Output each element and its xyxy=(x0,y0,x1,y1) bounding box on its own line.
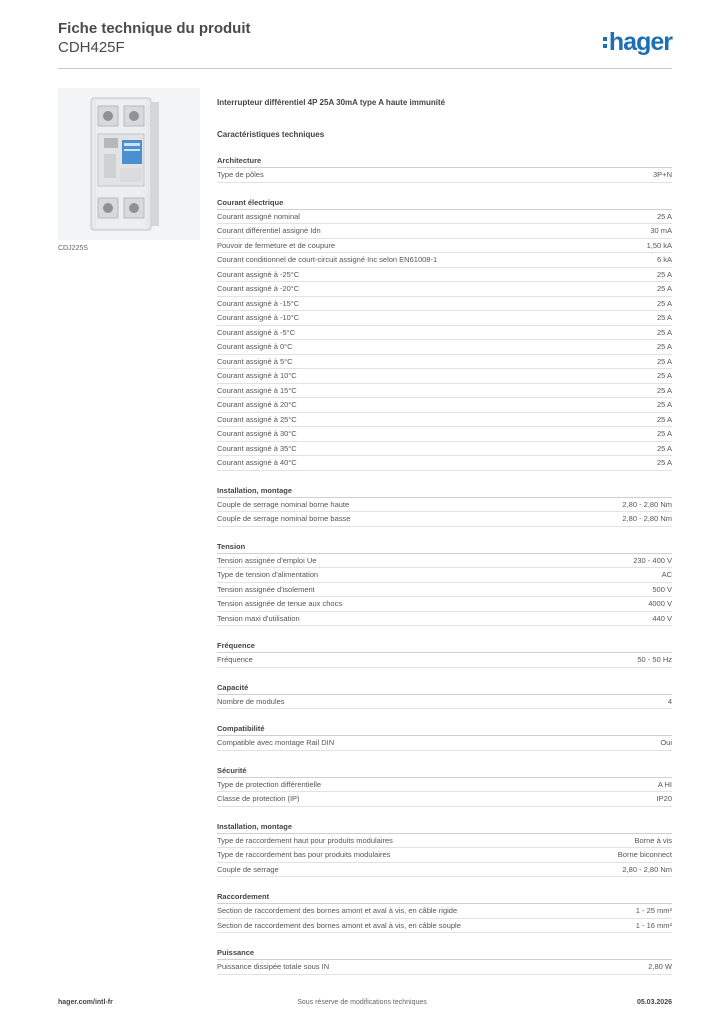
section-title: Compatibilité xyxy=(217,723,672,736)
spec-value: AC xyxy=(661,570,672,579)
spec-row xyxy=(217,253,672,268)
spec-label: Compatible avec montage Rail DIN xyxy=(217,738,335,747)
spec-row xyxy=(217,778,672,793)
spec-section xyxy=(217,155,672,183)
logo-dots-icon xyxy=(603,37,607,48)
spec-label: Courant assigné nominal xyxy=(217,211,300,221)
spec-label: Tension assignée d'isolement xyxy=(217,584,315,594)
spec-label: Courant assigné à 30°C xyxy=(217,429,297,438)
spec-row xyxy=(217,695,672,710)
spec-row xyxy=(217,369,672,384)
spec-value: 25 A xyxy=(656,458,672,467)
spec-value: 25 A xyxy=(656,298,672,308)
spec-value: 25 A xyxy=(656,385,672,395)
spec-value: 230 - 400 V xyxy=(633,555,672,565)
spec-value: 440 V xyxy=(652,613,672,623)
spec-section xyxy=(217,541,672,627)
spec-row xyxy=(217,597,672,612)
spec-value: 2,80 - 2,80 Nm xyxy=(622,864,672,874)
spec-row xyxy=(217,456,672,471)
spec-row xyxy=(217,612,672,627)
spec-value: 2,80 W xyxy=(648,962,672,971)
footer-date: 05.03.2026 xyxy=(636,999,672,1006)
spec-section xyxy=(217,765,672,807)
spec-label: Courant assigné à 20°C xyxy=(217,400,297,409)
circuit-breaker-illustration xyxy=(58,88,200,240)
spec-value: 25 A xyxy=(656,269,672,279)
section-title: Installation, montage xyxy=(217,821,672,834)
hager-logo xyxy=(603,30,672,55)
page-title: Fiche technique du produit xyxy=(58,20,251,37)
section-title: Courant électrique xyxy=(217,197,672,210)
spec-label: Courant assigné à 25°C xyxy=(217,414,297,424)
spec-section xyxy=(217,640,672,668)
document-header xyxy=(58,20,251,57)
footer-website: hager.com/intl-fr xyxy=(58,999,113,1006)
section-title: Capacité xyxy=(217,682,672,695)
spec-label: Couple de serrage nominal borne haute xyxy=(217,499,350,509)
spec-row xyxy=(217,282,672,297)
section-title: Sécurité xyxy=(217,765,672,778)
spec-value: 25 A xyxy=(656,284,672,293)
spec-label: Courant assigné à -5°C xyxy=(217,327,296,337)
spec-value: 50 - 50 Hz xyxy=(637,655,672,664)
specs-heading: Caractéristiques techniques xyxy=(217,130,325,139)
spec-label: Tension assignée d'emploi Ue xyxy=(217,555,317,565)
logo-text: hager xyxy=(608,28,672,56)
spec-row xyxy=(217,442,672,457)
spec-row xyxy=(217,583,672,598)
spec-label: Courant assigné à -10°C xyxy=(217,313,300,322)
spec-value: 1,50 kA xyxy=(646,240,672,250)
product-description: Interrupteur différentiel 4P 25A 30mA type A haute immunité xyxy=(217,98,446,107)
spec-value: 30 mA xyxy=(650,226,672,235)
spec-sections xyxy=(217,155,672,975)
spec-row xyxy=(217,413,672,428)
spec-value: 2,80 - 2,80 Nm xyxy=(622,499,672,509)
spec-row xyxy=(217,904,672,919)
spec-label: Type de pôles xyxy=(217,170,264,179)
spec-value: 4000 V xyxy=(648,599,672,608)
spec-value: 1 - 25 mm² xyxy=(635,906,672,915)
spec-label: Classe de protection (IP) xyxy=(217,794,300,803)
spec-row xyxy=(217,340,672,355)
spec-row xyxy=(217,834,672,849)
product-image xyxy=(58,88,200,240)
spec-content xyxy=(217,97,672,975)
spec-value: 25 A xyxy=(656,342,672,351)
footer-disclaimer: Sous réserve de modifications techniques xyxy=(297,999,427,1006)
spec-label: Type de raccordement haut pour produits modulaires xyxy=(217,835,393,845)
spec-value: 25 A xyxy=(656,400,672,409)
spec-row xyxy=(217,168,672,183)
spec-value: 25 A xyxy=(656,371,672,380)
spec-label: Courant assigné à 10°C xyxy=(217,371,297,380)
spec-value: 4 xyxy=(667,696,672,706)
spec-value: Borne à vis xyxy=(634,835,672,845)
spec-row xyxy=(217,326,672,341)
spec-section xyxy=(217,891,672,933)
spec-label: Courant assigné à 35°C xyxy=(217,443,297,453)
spec-label: Type de tension d'alimentation xyxy=(217,570,319,579)
spec-value: 500 V xyxy=(652,584,672,594)
spec-label: Tension assignée de tenue aux chocs xyxy=(217,599,343,608)
spec-label: Section de raccordement des bornes amont et aval à vis, en câble rigide xyxy=(217,906,458,915)
spec-label: Tension maxi d'utilisation xyxy=(217,613,300,623)
spec-value: 25 A xyxy=(656,443,672,453)
spec-section xyxy=(217,197,672,471)
image-caption: CDJ225S xyxy=(58,245,88,252)
spec-label: Puissance dissipée totale sous IN xyxy=(217,962,330,971)
spec-row xyxy=(217,919,672,934)
spec-row xyxy=(217,498,672,513)
spec-value: IP20 xyxy=(656,794,672,803)
spec-value: 25 A xyxy=(656,429,672,438)
spec-value: 25 A xyxy=(656,327,672,337)
spec-section xyxy=(217,723,672,751)
spec-row xyxy=(217,297,672,312)
spec-row xyxy=(217,792,672,807)
spec-row xyxy=(217,398,672,413)
spec-section xyxy=(217,485,672,527)
spec-label: Courant assigné à -15°C xyxy=(217,298,300,308)
spec-label: Section de raccordement des bornes amont et aval à vis, en câble souple xyxy=(217,920,461,930)
spec-label: Courant assigné à 0°C xyxy=(217,342,293,351)
spec-section xyxy=(217,947,672,975)
spec-section xyxy=(217,682,672,710)
product-reference: CDH425F xyxy=(58,39,125,56)
section-title: Architecture xyxy=(217,155,672,168)
spec-label: Courant assigné à 15°C xyxy=(217,385,297,395)
spec-label: Couple de serrage nominal borne basse xyxy=(217,514,351,523)
spec-label: Courant assigné à -25°C xyxy=(217,269,300,279)
spec-row xyxy=(217,554,672,569)
section-title: Tension xyxy=(217,541,672,554)
spec-label: Courant conditionnel de court-circuit assigné Inc selon EN61008-1 xyxy=(217,255,438,264)
spec-value: 25 A xyxy=(656,414,672,424)
spec-label: Courant assigné à 5°C xyxy=(217,356,293,366)
spec-row xyxy=(217,224,672,239)
spec-value: 1 - 16 mm² xyxy=(635,920,672,930)
spec-row xyxy=(217,427,672,442)
section-title: Raccordement xyxy=(217,891,672,904)
spec-label: Fréquence xyxy=(217,655,253,664)
spec-row xyxy=(217,512,672,527)
header-divider xyxy=(58,68,672,69)
spec-label: Type de protection différentielle xyxy=(217,779,322,789)
spec-label: Courant différentiel assigné Idn xyxy=(217,226,321,235)
spec-label: Courant assigné à 40°C xyxy=(217,458,297,467)
spec-value: 2,80 - 2,80 Nm xyxy=(622,514,672,523)
section-title: Puissance xyxy=(217,947,672,960)
spec-row xyxy=(217,848,672,863)
spec-value: 25 A xyxy=(656,356,672,366)
spec-value: Borne biconnect xyxy=(617,850,672,859)
spec-row xyxy=(217,960,672,975)
spec-label: Nombre de modules xyxy=(217,696,285,706)
spec-row xyxy=(217,311,672,326)
spec-value: 3P+N xyxy=(653,170,672,179)
spec-label: Type de raccordement bas pour produits modulaires xyxy=(217,850,391,859)
spec-value: Oui xyxy=(660,738,672,747)
spec-row xyxy=(217,239,672,254)
section-title: Installation, montage xyxy=(217,485,672,498)
spec-row xyxy=(217,863,672,878)
spec-row xyxy=(217,736,672,751)
spec-value: A HI xyxy=(657,779,672,789)
spec-row xyxy=(217,384,672,399)
spec-row xyxy=(217,268,672,283)
spec-label: Pouvoir de fermeture et de coupure xyxy=(217,240,335,250)
spec-row xyxy=(217,210,672,225)
spec-value: 25 A xyxy=(656,313,672,322)
spec-row xyxy=(217,355,672,370)
spec-section xyxy=(217,821,672,878)
spec-row xyxy=(217,568,672,583)
spec-label: Couple de serrage xyxy=(217,864,279,874)
spec-label: Courant assigné à -20°C xyxy=(217,284,300,293)
section-title: Fréquence xyxy=(217,640,672,653)
spec-value: 25 A xyxy=(656,211,672,221)
spec-row xyxy=(217,653,672,668)
spec-value: 6 kA xyxy=(656,255,672,264)
